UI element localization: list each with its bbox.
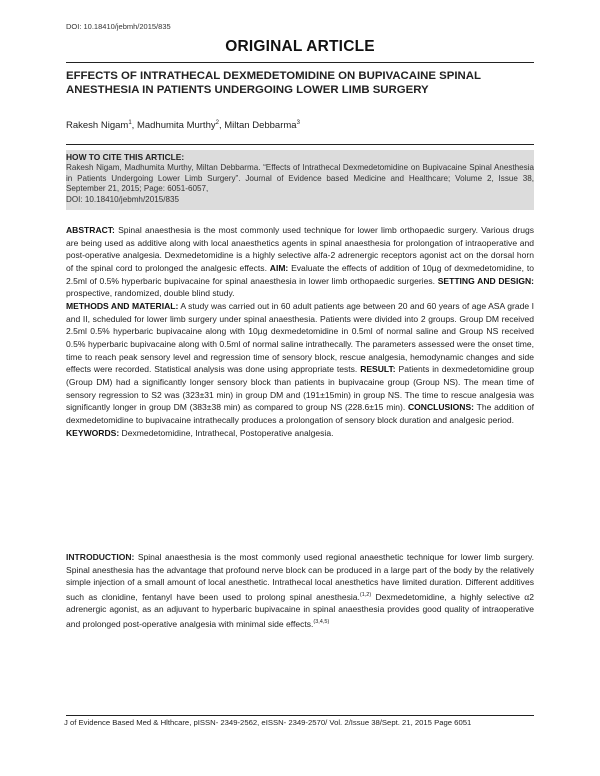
setting-text: prospective, randomized, double blind study.: [66, 288, 235, 299]
citation-heading: HOW TO CITE THIS ARTICLE:: [66, 152, 185, 162]
author-name: Madhumita Murthy: [136, 120, 216, 132]
aim-text: Evaluate the effects of addition of 10µg of dexmedetomidine, to 2.5ml of 0.5% hyperbaric bupivacaine for spinal anaesthesia in lower limb orthopaedic surgeries.: [66, 262, 534, 286]
result-text: Patients in dexmedetomidine group (Group DM) had a significantly longer sensory block than patients in bupivacaine group (Group NS). The mean time of sensory regression to S2 was (323±31 min) in group DM and (191±15min) in group NS. The time to rescue analgesia was significantly longer in group DM (383±38 min) as compared to group NS (228.6±15 min).: [66, 364, 535, 413]
methods-text: A study was carried out in 60 adult patients age between 20 and 60 years of age ASA grade I and II, scheduled for lower limb surgery under spinal anaesthesia. Patients were divided into 2 groups. Group DM received 2.5ml 0.5% hyperbaric bupivacaine along with 10µg dexmedetomidine in 0.5ml of normal saline and Group NS received 0.5% hyperbaric bupivacaine along with 0.5ml of normal saline intrathecally. The parameters assessed were the onset time, time to reach peak sensory level and regression time of sensory block, rescue analgesia, hemodynamic changes and side effects were recorded. Statistical analysis was done using appropriate tests.: [66, 300, 534, 375]
conclusions-text: The addition of dexmedetomidine to bupivacaine intrathecally produces a prolongation of sensory block duration and analgesic period.: [66, 402, 534, 425]
citation-ref: (3,4,5): [313, 618, 330, 625]
author-affiliation: 2: [215, 120, 219, 126]
article-title: EFFECTS OF INTRATHECAL DEXMEDETOMIDINE ON BUPIVACAINE SPINAL ANESTHESIA IN PATIENTS UNDERGOING LOWER LIMB SURGERY: [66, 70, 481, 96]
setting-label: SETTING AND DESIGN:: [437, 275, 534, 286]
conclusions-label: CONCLUSIONS:: [407, 402, 474, 413]
journal-footer: J of Evidence Based Med & Hlthcare, pISSN- 2349-2562, eISSN- 2349-2570/ Vol. 2/Issue 38/Sept. 21, 2015 Page 6051: [64, 718, 472, 727]
author-divider: [66, 144, 534, 145]
article-type-heading: ORIGINAL ARTICLE: [225, 38, 375, 55]
result-label: RESULT:: [360, 364, 396, 375]
introduction-text: Spinal anaesthesia is the most commonly used regional anaesthetic technique for lower limb surgery. Spinal anesthesia has the advantage that profound nerve block can be produced in a large part of the body by the relatively simple injection of a small amount of local anesthetic. Intrathecal local anesthetics have limited duration. Different additives such as clonidine, fentanyl have been used to prolong spinal anesthesia.: [66, 552, 534, 602]
doi-header: DOI: 10.18410/jebmh/2015/835: [66, 22, 171, 31]
abstract-label: ABSTRACT:: [66, 225, 115, 235]
introduction-section: [66, 551, 534, 630]
keywords-label: KEYWORDS:: [66, 427, 120, 438]
heading-divider: [66, 62, 534, 63]
citation-body: Rakesh Nigam, Madhumita Murthy, Miltan Debbarma. “Effects of Intrathecal Dexmedetomidine on Bupivacaine Spinal Anesthesia in Patients Undergoing Lower Limb Surgery”. Journal of Evidence based Medicine and Healthcare; Volume 2, Issue 38, September 21, 2015; Page: 6051-6057,: [66, 163, 534, 194]
abstract-section: [66, 224, 534, 439]
introduction-text-continued: Dexmedetomidine, a highly selective α2 adrenergic agonist, as an adjuvant to hyperbaric bupivacaine in spinal anaesthesia provides good quality of intraoperative and prolonged post-operative analgesia with minimal side effects.: [66, 591, 534, 629]
author-name: Miltan Debbarma: [224, 120, 297, 132]
citation-text: [66, 163, 534, 206]
author-affiliation: 1: [128, 120, 132, 126]
author-name: Rakesh Nigam: [66, 120, 129, 132]
author-list: Rakesh Nigam$^1$, Madhumita Murthy$^2$, Miltan Debbarma$^3$: [66, 120, 300, 132]
citation-doi: DOI: 10.18410/jebmh/2015/835: [66, 195, 179, 205]
introduction-label: INTRODUCTION:: [66, 552, 135, 562]
author-affiliation: 3: [296, 120, 300, 126]
footer-divider: [66, 715, 534, 716]
abstract-text: Spinal anaesthesia is the most commonly used technique for lower limb orthopaedic surgery. Various drugs are being used as additive along with local anaesthetics agents in spinal anaesthesia for prolongation of intraoperative and post-operative analgesia. Dexmedetomidine is a highly selective alfa-2 adrenergic receptors agonist act on the dorsal horn of the spinal cord to prolonged the analgesic effects.: [66, 225, 534, 273]
keywords-text: Dexmedetomidine, Intrathecal, Postoperative analgesia.: [119, 427, 334, 438]
citation-ref: (1,2): [359, 591, 372, 598]
aim-label: AIM:: [269, 262, 289, 273]
methods-label: METHODS AND MATERIAL:: [66, 300, 179, 311]
